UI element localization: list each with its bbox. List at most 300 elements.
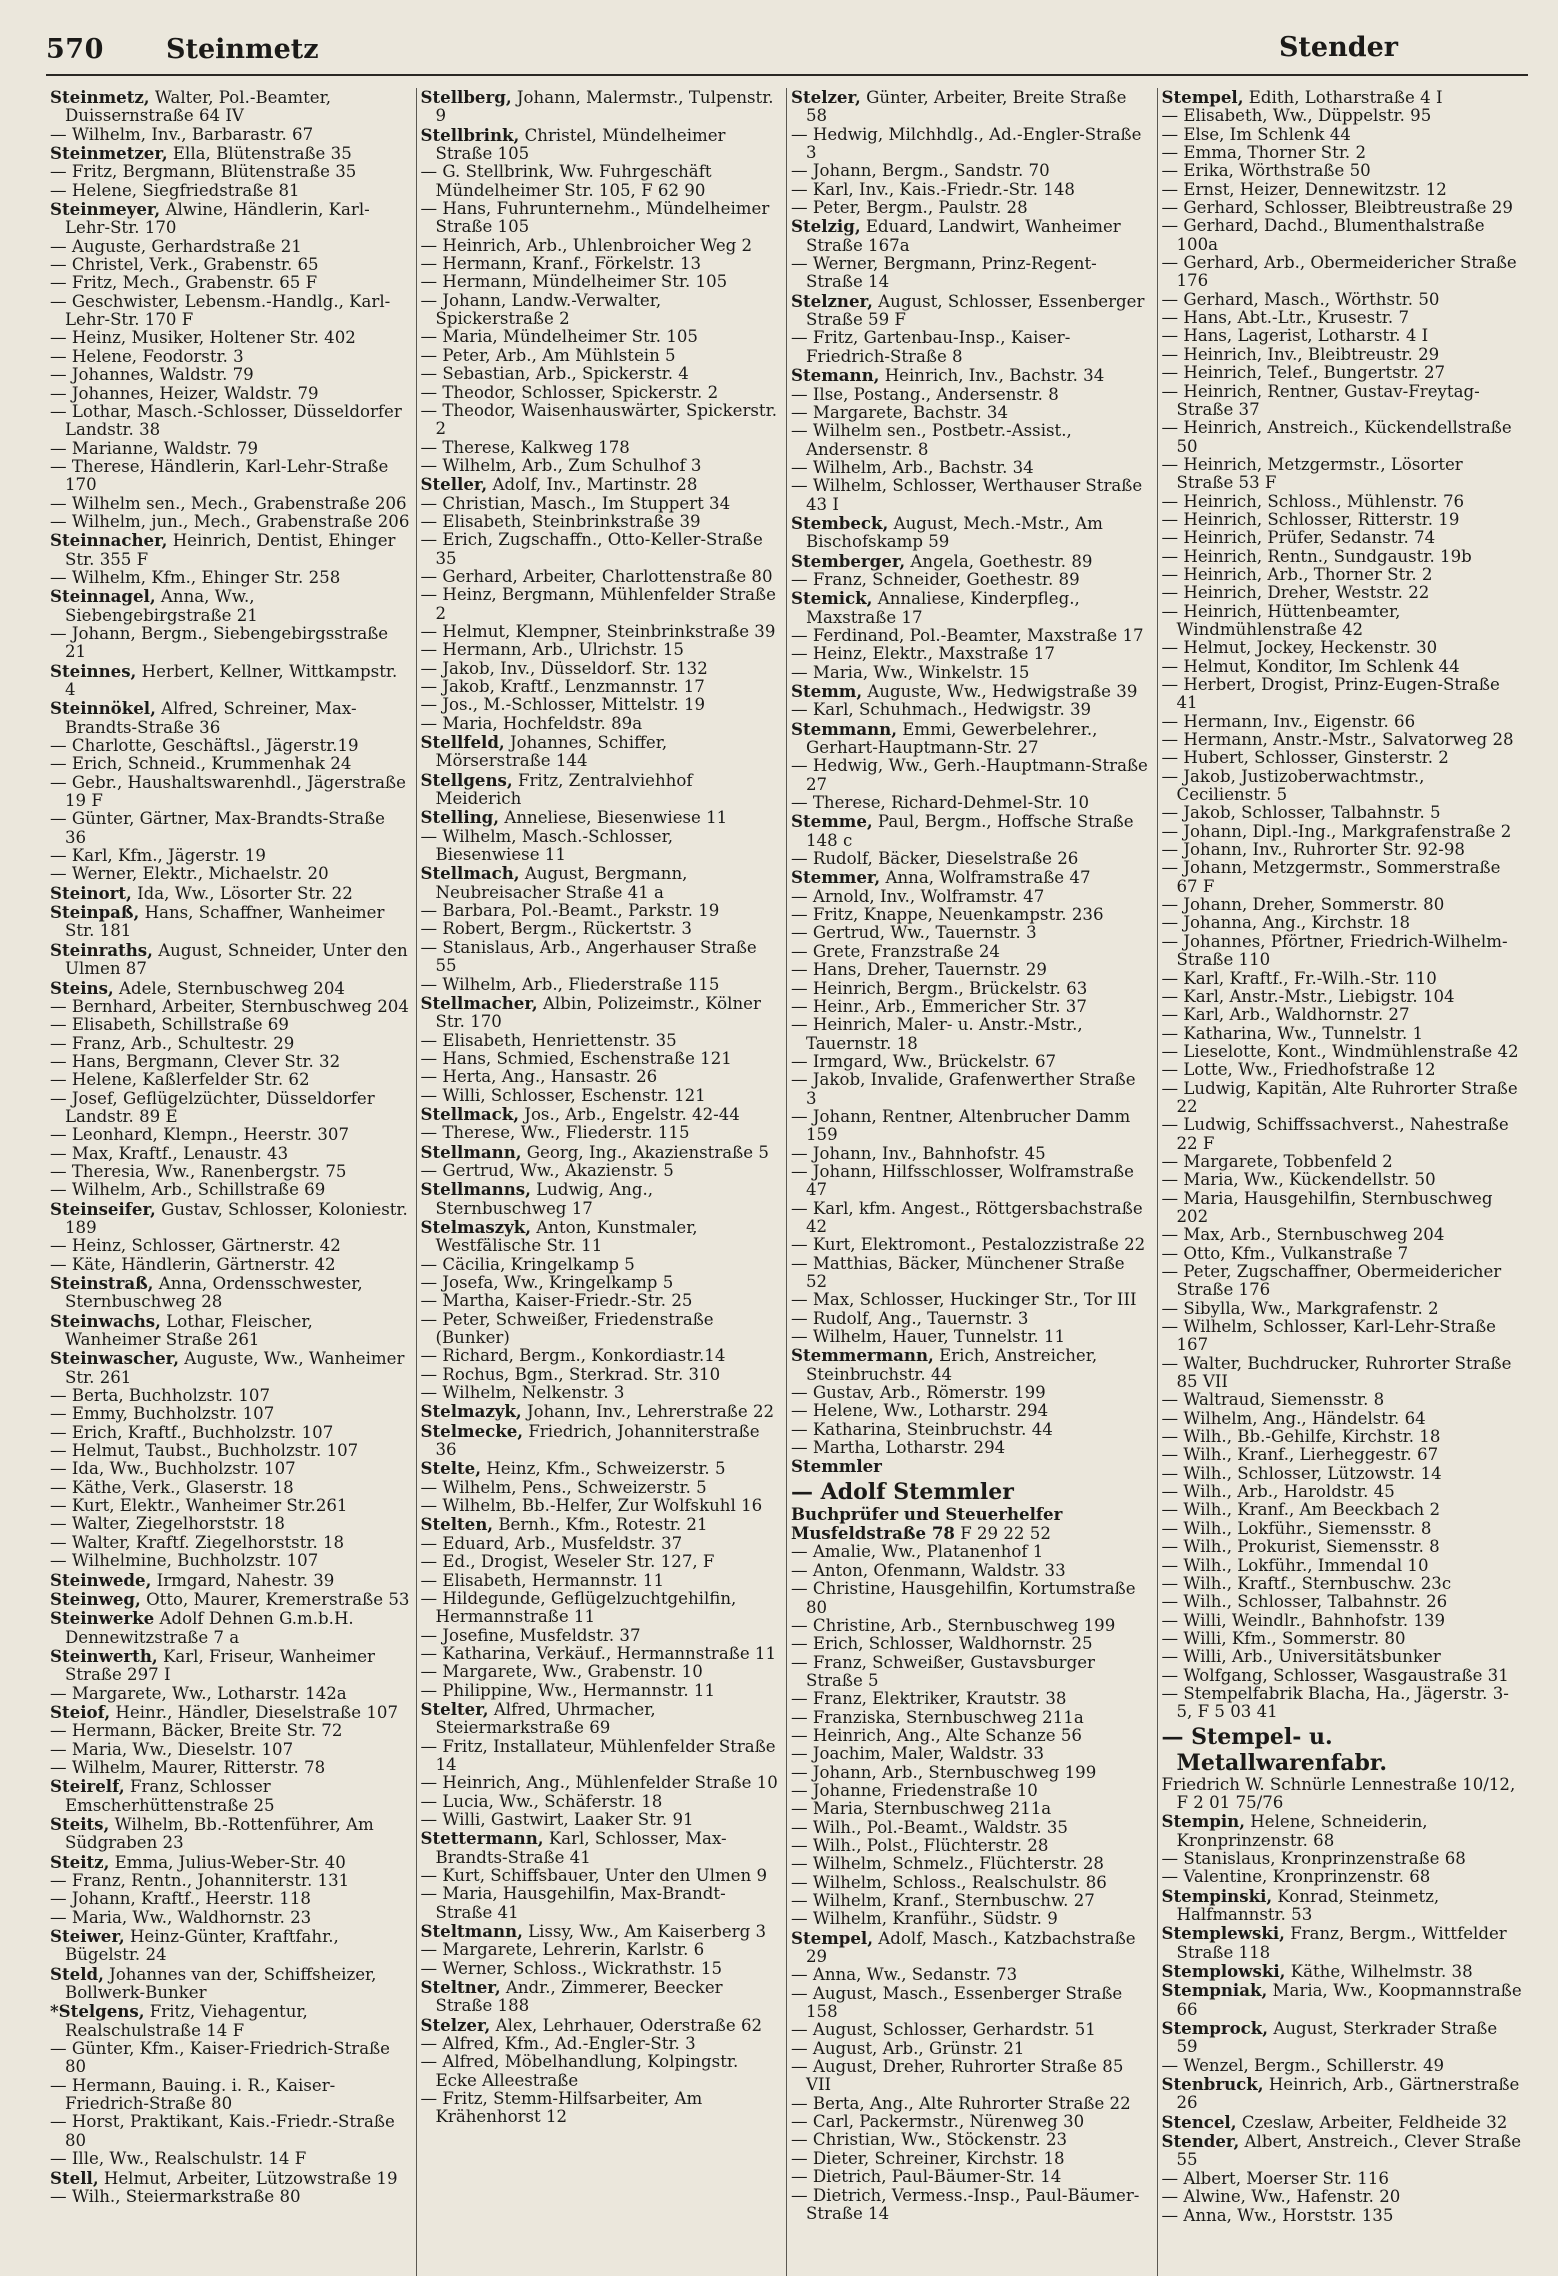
entry-details: — Alfred, Möbelhandlung, Kolpingstr. Ecke Alleestraße <box>420 2053 739 2090</box>
directory-entry <box>1162 1428 1522 1446</box>
entry-details: — Franz, Schweißer, Gustavsburger Straße 5 <box>791 1653 1095 1690</box>
entry-details: — Heinrich, Hüttenbeamter, Windmühlenstraße 42 <box>1161 602 1401 639</box>
directory-entry <box>1162 1685 1522 1722</box>
directory-entry <box>50 1741 410 1759</box>
column-2 <box>417 88 788 2276</box>
directory-entry <box>50 1497 410 1515</box>
entry-details: — Johann, Hilfsschlosser, Wolframstraße 47 <box>791 1162 1134 1200</box>
directory-entry <box>1162 584 1522 602</box>
entry-details: Franz, Bergm., Wittfelder Straße 118 <box>1176 1924 1507 1962</box>
entry-details: — Wilhelm, Kranführ., Südstr. 9 <box>791 1910 1058 1929</box>
entry-details: — Käthe, Verk., Glaserstr. 18 <box>50 1478 294 1497</box>
directory-entry <box>1162 841 1522 859</box>
directory-entry <box>421 292 781 329</box>
entry-details: Andr., Zimmerer, Beecker Straße 188 <box>435 1978 723 2016</box>
entry-details: Helene, Schneiderin, Kronprinzenstr. 68 <box>1176 1812 1428 1850</box>
entry-details: — Wilhelm, Masch.-Schlosser, Biesenwiese 11 <box>420 827 673 865</box>
entry-details: Heinr., Händler, Dieselstraße 107 <box>110 1702 399 1722</box>
entry-details: — Helene, Kaßlerfelder Str. 62 <box>50 1071 310 1090</box>
entry-details: Friedrich, Johanniterstraße 36 <box>435 1421 760 1460</box>
directory-entry <box>421 771 781 809</box>
entry-details: — Elisabeth, Schillstraße 69 <box>50 1016 289 1035</box>
entry-details: — Karl, Inv., Kais.-Friedr.-Str. 148 <box>791 180 1075 199</box>
directory-columns <box>46 88 1528 2276</box>
directory-entry <box>1162 566 1522 584</box>
directory-entry <box>791 162 1151 180</box>
directory-entry <box>791 217 1151 255</box>
directory-entry <box>1162 676 1522 713</box>
directory-entry <box>50 699 410 737</box>
entry-details: — Johannes, Waldstr. 79 <box>50 366 254 385</box>
entry-details: Anna, Ww., Siebengebirgstraße 21 <box>65 587 258 625</box>
directory-entry <box>421 513 781 531</box>
entry-details: Heinrich, Arb., Gärtnerstraße 26 <box>1176 2075 1520 2113</box>
entry-details: — Johannes, Heizer, Waldstr. 79 <box>50 384 319 403</box>
directory-entry <box>50 2188 410 2206</box>
entry-details: — Franz, Rentn., Johanniterstr. 131 <box>50 1872 350 1890</box>
directory-entry <box>50 1460 410 1478</box>
entry-details: — Heinz, Bergmann, Mühlenfelder Straße 2 <box>420 586 776 623</box>
directory-entry <box>50 2150 410 2168</box>
entry-details: — Heinrich, Schlosser, Ritterstr. 19 <box>1161 510 1460 529</box>
entry-details: — Joachim, Maler, Waldstr. 33 <box>791 1745 1045 1764</box>
entry-details: Anna, Ordensschwester, Sternbuschweg 28 <box>65 1274 363 1312</box>
entry-details: — Hans, Abt.-Ltr., Krusestr. 7 <box>1161 309 1410 328</box>
directory-entry <box>421 1274 781 1292</box>
directory-entry <box>50 1237 410 1255</box>
directory-entry <box>50 847 410 865</box>
entry-details: Emmi, Gewerbelehrer., Gerhart-Hauptmann-Str. 27 <box>806 719 1098 758</box>
directory-entry <box>50 274 410 292</box>
entry-details: — Wilhelm, jun., Mech., Grabenstraße 206 <box>50 512 410 531</box>
directory-entry <box>791 1892 1151 1910</box>
entry-details: — Peter, Schweißer, Friedenstraße (Bunker) <box>420 1310 714 1348</box>
entry-details: — Maria, Ww., Kückendellstr. 50 <box>1161 1171 1436 1190</box>
directory-entry <box>421 200 781 237</box>
entry-details: — Amalie, Ww., Platanenhof 1 <box>791 1543 1044 1562</box>
entry-surname: Steinwede, <box>50 1570 152 1590</box>
advertisement-line <box>791 1477 1151 1505</box>
entry-details: — Hermann, Arb., Ulrichstr. 15 <box>420 641 684 660</box>
entry-surname: Steits, <box>50 1814 110 1834</box>
entry-details: Alex, Lehrhauer, Oderstraße 62 <box>490 2015 763 2035</box>
directory-entry <box>1162 933 1522 970</box>
entry-details: — August, Masch., Essenberger Straße 158 <box>791 1984 1123 2022</box>
directory-entry <box>1162 1538 1522 1556</box>
entry-details: — Wilhelm, Arb., Bachstr. 34 <box>791 458 1034 477</box>
directory-entry <box>421 1978 781 2016</box>
directory-entry <box>791 1966 1151 1984</box>
directory-entry <box>1162 658 1522 676</box>
page-number: 570 <box>46 34 104 65</box>
entry-details: Fritz, Zentralviehhof Meiderich <box>435 770 693 809</box>
directory-entry <box>50 1909 410 1927</box>
entry-details: — Heinrich, Telef., Bungertstr. 27 <box>1161 364 1446 383</box>
directory-entry <box>50 1274 410 1312</box>
entry-details: — Katharina, Steinbruchstr. 44 <box>791 1420 1053 1439</box>
entry-surname: Musfeldstraße 78 <box>791 1524 955 1544</box>
entry-details: — Elisabeth, Ww., Düppelstr. 95 <box>1161 107 1432 126</box>
entry-details: — Martha, Lotharstr. 294 <box>791 1439 1006 1458</box>
directory-entry <box>1162 603 1522 640</box>
entry-details: — Karl, Anstr.-Mstr., Liebigstr. 104 <box>1161 987 1455 1006</box>
directory-entry <box>1162 1080 1522 1117</box>
advertisement-title: — Adolf Stemmler <box>791 1478 1014 1505</box>
directory-entry <box>791 1457 1151 1476</box>
directory-entry <box>1162 1557 1522 1575</box>
entry-details: — Ille, Ww., Realschulstr. 14 F <box>50 2150 307 2169</box>
entry-details: — Heinrich, Rentner, Gustav-Freytag-Straße 37 <box>1161 382 1480 419</box>
directory-entry <box>1162 2170 1522 2188</box>
entry-details: — Hubert, Schlosser, Ginsterstr. 2 <box>1161 749 1449 768</box>
entry-details: Johannes, Schiffer, Mörserstraße 144 <box>435 733 668 771</box>
directory-entry <box>50 998 410 1016</box>
directory-entry <box>1162 107 1522 125</box>
entry-details: Albert, Anstreich., Clever Straße 55 <box>1176 2132 1522 2170</box>
entry-details: — Helmut, Konditor, Im Schlenk 44 <box>1161 657 1460 676</box>
entry-details: — Maria, Ww., Dieselstr. 107 <box>50 1740 294 1759</box>
directory-entry <box>791 514 1151 552</box>
directory-entry <box>1162 199 1522 217</box>
directory-entry <box>421 1347 781 1365</box>
entry-details: — Willi, Gastwirt, Laaker Str. 91 <box>420 1810 694 1829</box>
directory-entry <box>791 2150 1151 2168</box>
entry-details: Herbert, Kellner, Wittkampstr. 4 <box>65 661 398 699</box>
entry-details: — Josefa, Ww., Kringelkamp 5 <box>420 1274 674 1292</box>
entry-surname: Stempin, <box>1161 1812 1246 1832</box>
entry-details: — Jakob, Justizoberwachtmstr., Cecilienstr. 5 <box>1161 767 1425 805</box>
entry-details: — Katharina, Ww., Tunnelstr. 1 <box>1161 1024 1424 1043</box>
entry-surname: Stemme, <box>791 812 873 832</box>
directory-entry <box>791 1163 1151 1200</box>
directory-entry <box>421 1124 781 1142</box>
entry-details: — Johann, Inv., Ruhrorter Str. 92-98 <box>1161 841 1465 860</box>
directory-entry <box>50 2113 410 2150</box>
entry-surname: Stempinski, <box>1161 1886 1273 1906</box>
entry-details: Ella, Blütenstraße 35 <box>167 144 352 164</box>
entry-surname: Steitz, <box>50 1852 110 1872</box>
directory-entry <box>421 696 781 714</box>
entry-surname: Stempel, <box>791 1928 874 1948</box>
entry-details: — Maria, Hochfeldstr. 89a <box>420 714 643 733</box>
directory-entry <box>421 1663 781 1681</box>
entry-details: — August, Arb., Grünstr. 21 <box>791 2039 1025 2058</box>
directory-entry <box>50 163 410 181</box>
entry-details: Wilhelm, Bb.-Rottenführer, Am Südgraben 23 <box>65 1814 374 1853</box>
directory-entry <box>1162 2075 1522 2113</box>
directory-entry <box>50 88 410 126</box>
directory-entry <box>791 888 1151 906</box>
entry-details: — Stempelfabrik Blacha, Ha., Jägerstr. 3-5, F 5 03 41 <box>1161 1684 1509 1722</box>
entry-details: — Christine, Arb., Sternbuschweg 199 <box>791 1616 1116 1635</box>
entry-details: — Hans, Schmied, Eschenstraße 121 <box>420 1049 732 1068</box>
directory-entry <box>50 385 410 403</box>
entry-details: — Wilhelm, Nelkenstr. 3 <box>420 1384 625 1403</box>
entry-details: — Hans, Bergmann, Clever Str. 32 <box>50 1052 341 1071</box>
directory-entry <box>1162 1318 1522 1355</box>
entry-details: — Margarete, Tobbenfeld 2 <box>1161 1152 1393 1171</box>
entry-surname: Stemmer, <box>791 868 881 888</box>
entry-surname: Stelmaszyk, <box>420 1217 532 1237</box>
directory-entry <box>791 1016 1151 1053</box>
entry-details: — Helene, Ww., Lotharstr. 294 <box>791 1402 1049 1421</box>
directory-entry <box>50 2040 410 2077</box>
entry-details: — Emmy, Buchholzstr. 107 <box>50 1405 275 1424</box>
entry-details: Karl, Schlosser, Max-Brandts-Straße 41 <box>435 1829 727 1867</box>
entry-details: Lissy, Ww., Am Kaiserberg 3 <box>522 1922 767 1942</box>
entry-details: — Heinrich, Ang., Mühlenfelder Straße 10 <box>420 1774 778 1793</box>
directory-entry <box>50 774 410 811</box>
entry-surname: Stender, <box>1161 2132 1240 2152</box>
entry-details: — Heinz, Schlosser, Gärtnerstr. 42 <box>50 1237 341 1256</box>
directory-entry <box>1162 1263 1522 1300</box>
directory-entry <box>791 1071 1151 1108</box>
directory-entry <box>791 1764 1151 1782</box>
entry-surname: Stembeck, <box>791 513 889 533</box>
directory-entry <box>50 1552 410 1570</box>
directory-entry <box>791 645 1151 663</box>
directory-entry <box>791 682 1151 701</box>
entry-details: — Franz, Elektriker, Krautstr. 38 <box>791 1690 1067 1709</box>
entry-details: Paul, Bergm., Hoffsche Straße 148 c <box>806 812 1134 850</box>
directory-entry <box>50 755 410 773</box>
directory-entry <box>421 1645 781 1663</box>
entry-details: — Heinrich, Inv., Bleibtreustr. 29 <box>1161 345 1440 364</box>
directory-entry <box>1162 2113 1522 2132</box>
directory-entry <box>791 1727 1151 1745</box>
directory-entry <box>421 475 781 494</box>
entry-surname: Steller, <box>420 475 488 495</box>
entry-surname: Stemm, <box>791 682 863 701</box>
entry-details: — Johann, Rentner, Altenbrucher Damm 159 <box>791 1107 1131 1145</box>
entry-surname: Stellgens, <box>420 770 513 790</box>
directory-entry <box>50 1090 410 1127</box>
directory-entry <box>791 366 1151 385</box>
entry-details: Alfred, Schreiner, Max-Brandts-Straße 36 <box>65 699 357 737</box>
directory-entry <box>1162 254 1522 291</box>
directory-entry <box>791 1617 1151 1635</box>
directory-entry <box>50 1890 410 1908</box>
directory-entry <box>791 1524 1151 1543</box>
entry-details: — Grete, Franzstraße 24 <box>791 942 1000 961</box>
entry-details: Alfred, Uhrmacher, Steiermarkstraße 69 <box>435 1699 656 1738</box>
directory-entry <box>1162 988 1522 1006</box>
entry-details: — Peter, Zugschaffner, Obermeidericher Straße 176 <box>1161 1263 1502 1300</box>
entry-details: Heinrich, Dentist, Ehinger Str. 355 F <box>65 531 396 569</box>
directory-entry <box>1162 1924 1522 1962</box>
directory-entry <box>50 348 410 366</box>
entry-details: Hans, Schaffner, Wanheimer Str. 181 <box>65 903 385 941</box>
entry-details: — Erich, Schneid., Krummenhak 24 <box>50 755 352 774</box>
entry-details: — Margarete, Lehrerin, Karlstr. 6 <box>420 1941 705 1960</box>
directory-entry <box>50 366 410 384</box>
directory-entry <box>421 163 781 200</box>
entry-details: — Werner, Schloss., Wickrathstr. 15 <box>420 1959 723 1978</box>
directory-entry <box>421 808 781 827</box>
entry-details: — Fritz, Bergmann, Blütenstraße 35 <box>50 163 357 182</box>
directory-entry <box>50 126 410 144</box>
entry-details: Friedrich W. Schnürle Lennestraße 10/12, F 2 01 75/76 <box>1161 1775 1516 1812</box>
entry-details: — Margarete, Ww., Grabenstr. 10 <box>420 1663 703 1682</box>
directory-entry <box>791 2095 1151 2113</box>
directory-entry <box>50 1965 410 2003</box>
directory-entry <box>421 1941 781 1959</box>
entry-details: — Wilh., Polst., Flüchterstr. 28 <box>791 1836 1049 1855</box>
entry-surname: Steinraths, <box>50 940 153 960</box>
entry-details: — Wilhelm, Arb., Fliederstraße 115 <box>420 975 720 994</box>
entry-details: — Peter, Bergm., Paulstr. 28 <box>791 199 1028 218</box>
entry-details: — Johann, Landw.-Verwalter, Spickerstraße 2 <box>420 291 662 329</box>
directory-entry <box>791 906 1151 924</box>
entry-details: — Theodor, Schlosser, Spickerstr. 2 <box>420 383 719 402</box>
entry-details: — Cäcilia, Kringelkamp 5 <box>420 1255 635 1274</box>
directory-entry <box>1162 713 1522 731</box>
directory-entry <box>421 1422 781 1460</box>
directory-entry <box>50 1312 410 1350</box>
entry-details: Georg, Ing., Akazienstraße 5 <box>521 1142 769 1162</box>
directory-entry <box>791 850 1151 868</box>
directory-entry <box>50 1256 410 1274</box>
directory-entry <box>421 255 781 273</box>
entry-details: — Karl, Kraftf., Fr.-Wilh.-Str. 110 <box>1161 969 1437 988</box>
directory-entry <box>50 865 410 883</box>
directory-entry <box>1162 823 1522 841</box>
entry-details: — Maria, Hausgehilfin, Max-Brandt-Straße 41 <box>420 1885 726 1922</box>
directory-entry <box>50 1035 410 1053</box>
directory-entry <box>421 623 781 641</box>
directory-entry <box>1162 1391 1522 1409</box>
entry-surname: Stelzer, <box>791 88 861 107</box>
entry-details: — Heinz, Elektr., Maxstraße 17 <box>791 645 1055 664</box>
directory-entry <box>421 1553 781 1571</box>
entry-details: — Wilhelm, Arb., Schillstraße 69 <box>50 1181 326 1200</box>
entry-surname: Steinseifer, <box>50 1199 156 1219</box>
entry-details: — Leonhard, Klempn., Heerstr. 307 <box>50 1126 350 1145</box>
entry-details: August, Bergmann, Neubreisacher Straße 41 a <box>435 864 688 902</box>
page-header <box>46 30 1528 76</box>
directory-entry <box>791 2040 1151 2058</box>
entry-details: — Fritz, Knappe, Neuenkampstr. 236 <box>791 906 1104 925</box>
entry-surname: Steinwerth, <box>50 1646 158 1666</box>
directory-entry <box>421 1793 781 1811</box>
right-running-head: Stender <box>1278 32 1398 63</box>
directory-entry <box>50 1442 410 1460</box>
entry-details: Johann, Inv., Lehrerstraße 22 <box>521 1402 775 1422</box>
entry-details: Czeslaw, Arbeiter, Feldheide 32 <box>1236 2112 1508 2132</box>
entry-details: — Fritz, Installateur, Mühlenfelder Straße 14 <box>420 1737 776 1774</box>
entry-details: — Arnold, Inv., Wolframstr. 47 <box>791 887 1045 906</box>
entry-details: Eduard, Landwirt, Wanheimer Straße 167a <box>806 217 1121 255</box>
directory-entry <box>421 1867 781 1885</box>
directory-entry <box>1162 548 1522 566</box>
entry-details: Ida, Ww., Lösorter Str. 22 <box>131 883 353 903</box>
entry-details: — Sebastian, Arb., Spickerstr. 4 <box>420 365 689 384</box>
entry-details: — Maria, Ww., Waldhornstr. 23 <box>50 1908 312 1927</box>
entry-details: — Jakob, Invalide, Grafenwerther Straße 3 <box>791 1071 1136 1108</box>
directory-entry <box>421 1960 781 1978</box>
directory-entry <box>421 1143 781 1162</box>
entry-details: — Heinrich, Maler- u. Anstr.-Mstr., Tauernstr. 18 <box>791 1016 1083 1053</box>
directory-entry <box>421 568 781 586</box>
directory-entry <box>50 884 410 903</box>
entry-details: Adolf, Masch., Katzbachstraße 29 <box>806 1928 1136 1967</box>
entry-details: August, Mech.-Mstr., Am Bischofskamp 59 <box>806 513 1103 552</box>
entry-details: — Wilhelm, Arb., Zum Schulhof 3 <box>420 456 702 475</box>
entry-details: — Erich, Kraftf., Buchholzstr. 107 <box>50 1423 334 1442</box>
entry-details: Anton, Kunstmaler, Westfälische Str. 11 <box>435 1217 698 1256</box>
directory-entry <box>50 569 410 587</box>
entry-details: — Elisabeth, Steinbrinkstraße 39 <box>420 512 701 531</box>
entry-details: Heinrich, Inv., Bachstr. 34 <box>879 366 1105 386</box>
directory-entry <box>421 976 781 994</box>
entry-details: Ludwig, Ang., Sternbuschweg 17 <box>435 1180 654 1218</box>
entry-details: — Helmut, Taubst., Buchholzstr. 107 <box>50 1442 359 1461</box>
directory-entry <box>50 200 410 238</box>
entry-details: — Berta, Buchholzstr. 107 <box>50 1387 271 1406</box>
entry-details: — Albert, Moerser Str. 116 <box>1161 2169 1389 2188</box>
entry-details: — Eduard, Arb., Musfeldstr. 37 <box>420 1534 683 1553</box>
entry-details: — Rochus, Bgm., Sterkrad. Str. 310 <box>420 1365 721 1384</box>
directory-entry <box>791 459 1151 477</box>
directory-entry <box>50 1200 410 1238</box>
entry-details: — Lieselotte, Kont., Windmühlenstraße 42 <box>1161 1042 1519 1061</box>
directory-entry <box>791 1580 1151 1617</box>
entry-details: — Helene, Siegfriedstraße 81 <box>50 181 300 200</box>
entry-details: Adele, Sternbuschweg 204 <box>113 978 345 998</box>
entry-details: — Max, Arb., Sternbuschweg 204 <box>1161 1226 1445 1245</box>
entry-details: Anna, Wolframstraße 47 <box>880 868 1091 888</box>
directory-entry <box>421 384 781 402</box>
directory-entry <box>791 998 1151 1016</box>
entry-details: — Johann, Dipl.-Ing., Markgrafenstraße 2 <box>1161 822 1512 841</box>
directory-entry <box>421 1590 781 1627</box>
directory-entry <box>50 1647 410 1685</box>
entry-details: — Franz, Arb., Schultestr. 29 <box>50 1034 295 1053</box>
entry-surname: Steinort, <box>50 883 132 903</box>
entry-details: — Johanna, Ang., Kirchstr. 18 <box>1161 914 1411 933</box>
entry-details: — Max, Schlosser, Huckinger Str., Tor III <box>791 1291 1137 1310</box>
entry-details: — Wilhelm sen., Mech., Grabenstraße 206 <box>50 494 407 513</box>
directory-entry <box>1162 327 1522 345</box>
entry-details: — Wilhelmine, Buchholzstr. 107 <box>50 1552 319 1571</box>
entry-surname: Stelten, <box>420 1515 494 1535</box>
directory-entry <box>421 347 781 365</box>
directory-entry <box>1162 2019 1522 2057</box>
directory-entry <box>421 1774 781 1792</box>
directory-entry <box>1162 88 1522 107</box>
entry-details: — Käte, Händlerin, Gärtnerstr. 42 <box>50 1255 336 1274</box>
directory-entry <box>50 1515 410 1533</box>
entry-surname: Steinwachs, <box>50 1311 161 1331</box>
directory-entry <box>421 365 781 383</box>
entry-details: — Wilhelm, Ang., Händelstr. 64 <box>1161 1409 1426 1428</box>
directory-entry <box>50 238 410 256</box>
entry-details: — Dietrich, Paul-Bäumer-Str. 14 <box>791 2168 1062 2187</box>
entry-details: — Sibylla, Ww., Markgrafenstr. 2 <box>1161 1299 1439 1318</box>
entry-details: Heinz-Günter, Kraftfahr., Bügelstr. 24 <box>65 1927 339 1965</box>
directory-entry <box>421 1180 781 1218</box>
entry-details: Auguste, Ww., Wanheimer Str. 261 <box>65 1349 405 1387</box>
directory-entry <box>421 1479 781 1497</box>
entry-details: F 29 22 52 <box>954 1524 1051 1544</box>
directory-entry <box>1162 291 1522 309</box>
entry-details: — Else, Im Schlenk 44 <box>1161 125 1351 144</box>
directory-entry <box>50 1815 410 1853</box>
entry-details: — Ida, Ww., Buchholzstr. 107 <box>50 1460 296 1479</box>
directory-entry <box>791 1782 1151 1800</box>
entry-surname: Stelling, <box>420 808 500 828</box>
directory-entry <box>791 701 1151 719</box>
